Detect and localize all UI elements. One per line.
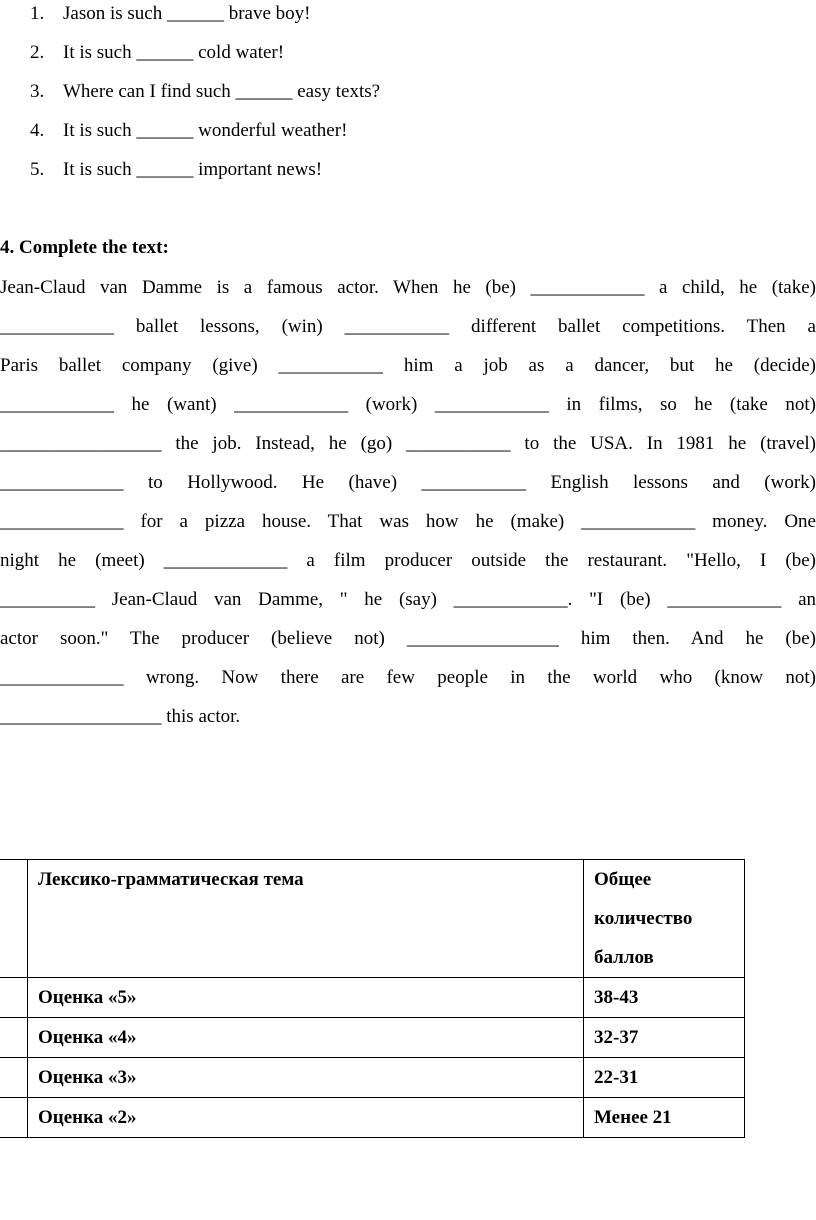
item-text: It is such ______ wonderful weather! xyxy=(63,120,348,141)
item-text: It is such ______ important news! xyxy=(63,159,323,180)
paragraph-line: _____________ to Hollywood. He (have) ___________ English lessons and (work) xyxy=(0,472,816,493)
item-text: Where can I find such ______ easy texts? xyxy=(63,81,381,102)
table-row xyxy=(0,978,745,1018)
list-item xyxy=(30,156,380,195)
grade-score: Менее 21 xyxy=(584,1098,745,1138)
exercise4-paragraph xyxy=(0,273,816,741)
grade-score: 22-31 xyxy=(584,1058,745,1098)
paragraph-line: ____________ ballet lessons, (win) ___________ different ballet competitions. Then a xyxy=(0,316,816,337)
grade-score: 38-43 xyxy=(584,978,745,1018)
paragraph-line: _________________ this actor. xyxy=(0,706,241,727)
table-row xyxy=(0,1098,745,1138)
grade-score: 32-37 xyxy=(584,1018,745,1058)
table-stub-cell xyxy=(0,1058,28,1098)
paragraph-line: night he (meet) _____________ a film producer outside the restaurant. "Hello, I (be) xyxy=(0,550,816,571)
list-item xyxy=(30,39,380,78)
paragraph-line: _____________ for a pizza house. That was how he (make) ____________ money. One xyxy=(0,511,816,532)
table-row xyxy=(0,1058,745,1098)
item-text: Jason is such ______ brave boy! xyxy=(63,3,311,24)
header-theme: Лексико-грамматическая тема xyxy=(28,860,584,978)
paragraph-line: _________________ the job. Instead, he (go) ___________ to the USA. In 1981 he (travel) xyxy=(0,433,816,454)
paragraph-line: Paris ballet company (give) ___________ him a job as a dancer, but he (decide) xyxy=(0,355,816,376)
list-item xyxy=(30,117,380,156)
item-number: 4. xyxy=(30,120,45,141)
paragraph-line: _____________ wrong. Now there are few people in the world who (know not) xyxy=(0,667,816,688)
grade-label: Оценка «2» xyxy=(28,1098,584,1138)
paragraph-line: actor soon." The producer (believe not) ________________ him then. And he (be) xyxy=(0,628,816,649)
table-stub-cell xyxy=(0,1018,28,1058)
table-stub-cell xyxy=(0,1098,28,1138)
paragraph-line: Jean-Claud van Damme is a famous actor. When he (be) ____________ a child, he (take) xyxy=(0,277,816,298)
grade-label: Оценка «5» xyxy=(28,978,584,1018)
item-number: 2. xyxy=(30,42,45,63)
grade-label: Оценка «4» xyxy=(28,1018,584,1058)
exercise3-list xyxy=(30,0,380,195)
item-number: 3. xyxy=(30,81,45,102)
item-text: It is such ______ cold water! xyxy=(63,42,285,63)
header-score xyxy=(584,860,745,978)
table-header-row xyxy=(0,860,745,978)
table-stub-cell xyxy=(0,978,28,1018)
header-score-line: Общее xyxy=(594,869,652,890)
grade-label: Оценка «3» xyxy=(28,1058,584,1098)
table-row xyxy=(0,1018,745,1058)
paragraph-line: ____________ he (want) ____________ (work) ____________ in films, so he (take not) xyxy=(0,394,816,415)
paragraph-line: __________ Jean-Claud van Damme, " he (say) ____________. "I (be) ____________ an xyxy=(0,589,816,610)
section-title: 4. Complete the text: xyxy=(0,237,169,258)
item-number: 1. xyxy=(30,3,45,24)
header-score-line: баллов xyxy=(594,947,654,968)
list-item xyxy=(30,78,380,117)
list-item xyxy=(30,0,380,39)
header-score-line: количество xyxy=(594,908,693,929)
item-number: 5. xyxy=(30,159,45,180)
grading-table xyxy=(0,859,745,1138)
table-stub-cell xyxy=(0,860,28,978)
